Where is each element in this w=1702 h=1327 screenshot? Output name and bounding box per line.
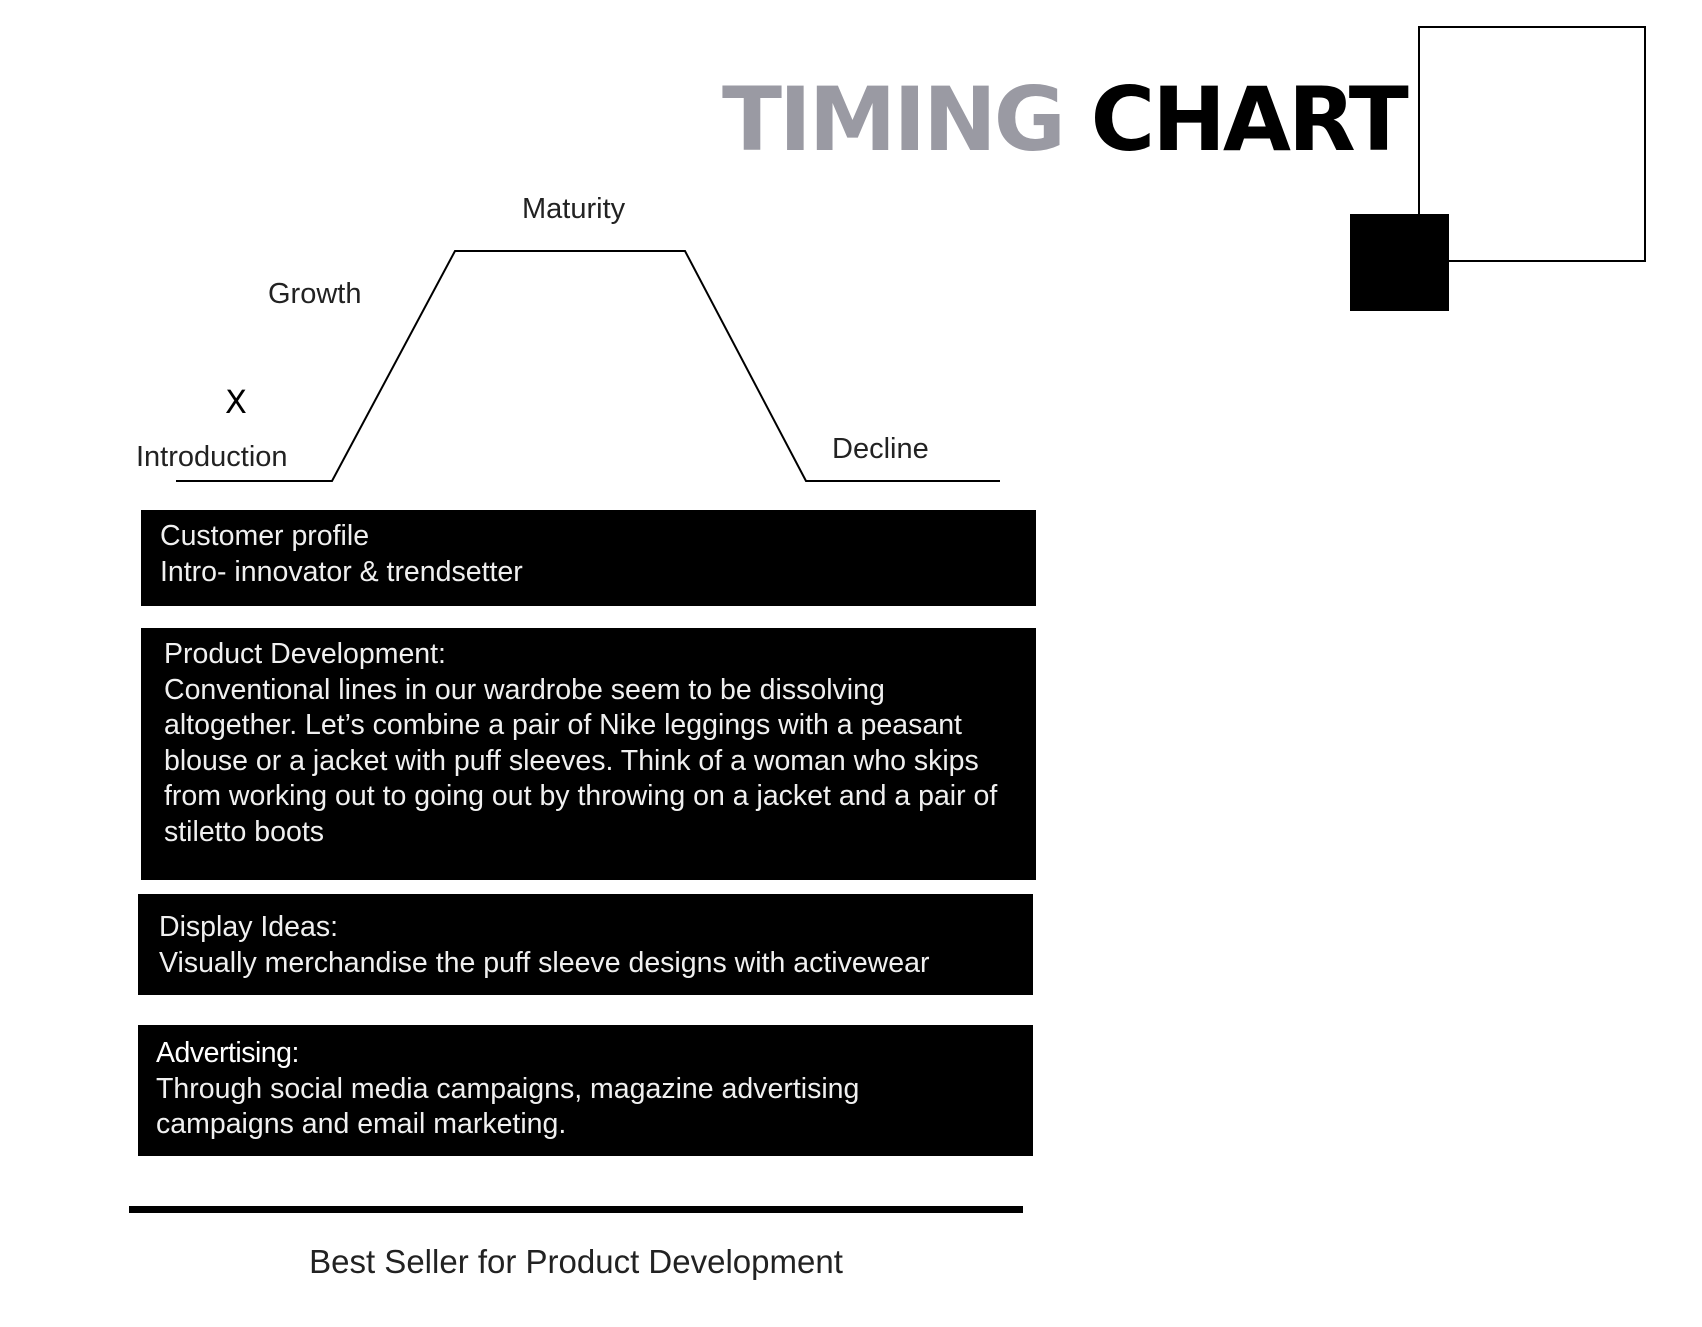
display-ideas-body: Visually merchandise the puff sleeve designs with activewear <box>159 946 930 979</box>
stage-label-decline: Decline <box>832 433 929 465</box>
advertising-body: Through social media campaigns, magazine advertising campaigns and email marketing. <box>156 1072 860 1140</box>
footer-divider <box>129 1206 1023 1213</box>
customer-profile-title: Customer profile <box>160 520 370 552</box>
title-timing: TIMING <box>722 68 1063 171</box>
title-chart: CHART <box>1090 68 1406 171</box>
customer-profile-panel <box>141 510 1036 606</box>
advertising-title: Advertising: <box>156 1037 299 1069</box>
footer-caption: Best Seller for Product Development <box>309 1243 843 1280</box>
display-ideas-panel <box>138 894 1033 995</box>
product-development-body: Conventional lines in our wardrobe seem to be dissolving altogether. Let’s combine a pair of Nike leggings with a peasant blouse or a jacket with puff sleeves. Think of a woman who skips from working out to going out by throwing on a jacket and a pair of stiletto boots <box>164 673 998 848</box>
stage-label-introduction: Introduction <box>136 441 288 473</box>
stage-label-growth: Growth <box>268 278 362 310</box>
customer-profile-body: Intro- innovator & trendsetter <box>160 555 523 588</box>
product-development-title: Product Development: <box>164 638 446 670</box>
advertising-panel <box>138 1025 1033 1156</box>
display-ideas-title: Display Ideas: <box>159 911 339 943</box>
stage-label-maturity: Maturity <box>522 193 626 225</box>
product-development-panel <box>141 628 1036 880</box>
current-stage-marker: X <box>225 383 247 421</box>
